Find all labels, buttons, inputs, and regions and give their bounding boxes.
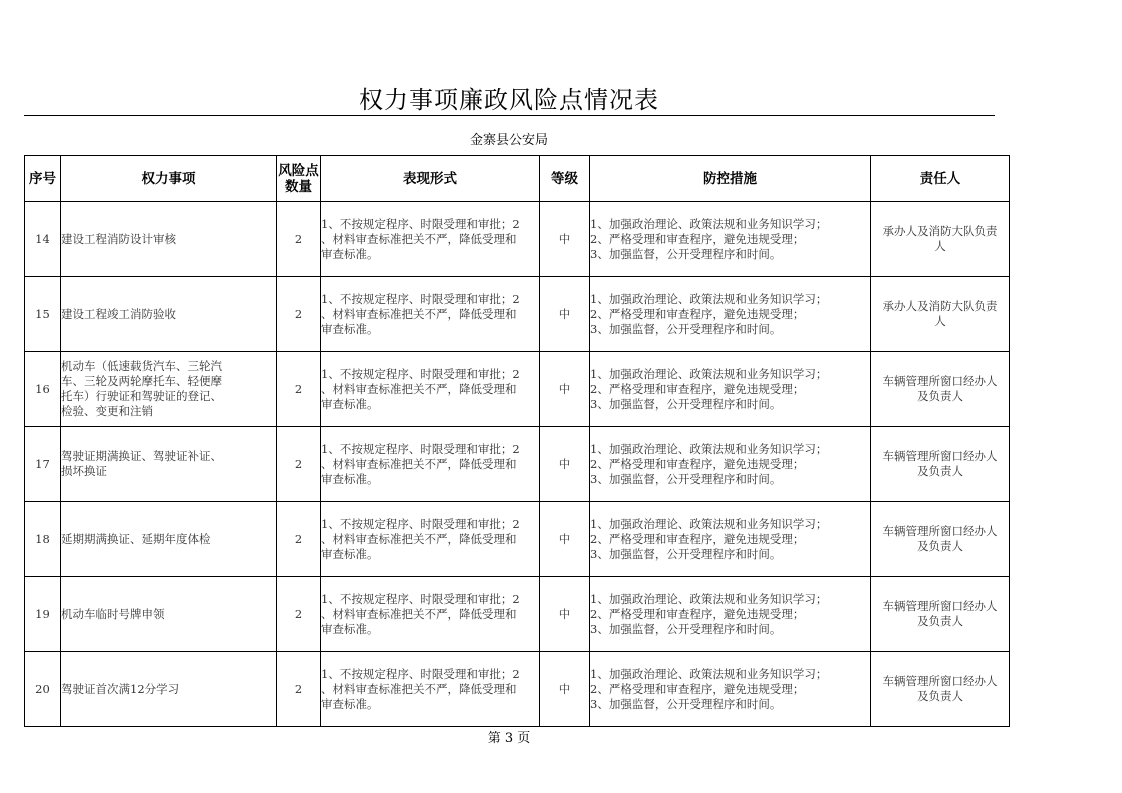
level-cell: 中: [540, 277, 590, 352]
measures-cell-line: 1、加强政治理论、政策法规和业务知识学习；: [590, 591, 828, 606]
form-cell-line: 审查标准。: [321, 471, 379, 486]
seq-cell: 17: [25, 427, 61, 502]
resp-cell-line: 承办人及消防大队负责: [882, 224, 998, 238]
resp-cell: [871, 277, 1010, 352]
count-cell: 2: [277, 652, 321, 727]
form-cell-line: 1、不按规定程序、时限受理和审批；2: [321, 291, 520, 306]
table-row: [25, 202, 1010, 277]
form-cell-line: 审查标准。: [321, 396, 379, 411]
resp-cell-line: 承办人及消防大队负责: [882, 299, 998, 313]
resp-cell-line: 及负责人: [917, 539, 963, 553]
table-row: [25, 427, 1010, 502]
table-row: [25, 352, 1010, 427]
resp-cell: [871, 652, 1010, 727]
measures-cell-line: 2、严格受理和审查程序，避免违规受理；: [590, 606, 805, 621]
measures-cell-line: 3、加强监督，公开受理程序和时间。: [590, 696, 782, 711]
measures-cell: [590, 202, 871, 277]
form-cell: [321, 427, 540, 502]
measures-cell: [590, 652, 871, 727]
measures-cell-line: 1、加强政治理论、政策法规和业务知识学习；: [590, 366, 828, 381]
count-cell: 2: [277, 577, 321, 652]
form-cell: [321, 652, 540, 727]
seq-cell: 20: [25, 652, 61, 727]
resp-cell-line: 及负责人: [917, 464, 963, 478]
count-cell: 2: [277, 352, 321, 427]
page-title: 权力事项廉政风险点情况表: [359, 86, 659, 114]
form-cell-line: 、材料审查标准把关不严，降低受理和: [321, 606, 517, 621]
level-cell: 中: [540, 202, 590, 277]
item-cell: [61, 352, 277, 427]
header-count: [277, 156, 321, 202]
header-seq: 序号: [25, 156, 61, 202]
table-body: [25, 202, 1010, 727]
item-cell-line: 驾驶证期满换证、驾驶证补证、: [61, 449, 222, 463]
level-cell: 中: [540, 427, 590, 502]
resp-cell-line: 车辆管理所窗口经办人: [882, 374, 998, 388]
form-cell: [321, 277, 540, 352]
seq-cell: 16: [25, 352, 61, 427]
resp-cell-line: 人: [934, 314, 946, 328]
form-cell: [321, 202, 540, 277]
table-row: [25, 277, 1010, 352]
form-cell-line: 、材料审查标准把关不严，降低受理和: [321, 231, 517, 246]
resp-cell: [871, 502, 1010, 577]
item-cell: [61, 427, 277, 502]
measures-cell: [590, 352, 871, 427]
measures-cell-line: 1、加强政治理论、政策法规和业务知识学习；: [590, 666, 828, 681]
item-cell-line: 检验、变更和注销: [61, 404, 153, 418]
resp-cell-line: 及负责人: [917, 689, 963, 703]
form-cell: [321, 577, 540, 652]
seq-cell: 14: [25, 202, 61, 277]
risk-table: [24, 155, 1010, 727]
form-cell-line: 1、不按规定程序、时限受理和审批；2: [321, 591, 520, 606]
header-measures: 防控措施: [590, 156, 871, 202]
resp-cell-line: 及负责人: [917, 389, 963, 403]
count-cell: 2: [277, 277, 321, 352]
header-count-line-2: 数量: [285, 178, 312, 195]
table-header-row: [25, 156, 1010, 202]
level-cell: 中: [540, 352, 590, 427]
item-cell: [61, 502, 277, 577]
table-row: [25, 502, 1010, 577]
measures-cell-line: 3、加强监督，公开受理程序和时间。: [590, 321, 782, 336]
form-cell-line: 审查标准。: [321, 696, 379, 711]
form-cell-line: 、材料审查标准把关不严，降低受理和: [321, 381, 517, 396]
header-form: 表现形式: [321, 156, 540, 202]
resp-cell-line: 人: [934, 239, 946, 253]
level-cell: 中: [540, 652, 590, 727]
item-cell-line: 车、三轮及两轮摩托车、轻便摩: [61, 374, 222, 388]
form-cell-line: 1、不按规定程序、时限受理和审批；2: [321, 216, 520, 231]
seq-cell: 18: [25, 502, 61, 577]
item-cell: [61, 202, 277, 277]
item-cell-line: 建设工程消防设计审核: [61, 231, 176, 246]
form-cell-line: 审查标准。: [321, 546, 379, 561]
header-item: 权力事项: [61, 156, 277, 202]
measures-cell-line: 2、严格受理和审查程序，避免违规受理；: [590, 381, 805, 396]
level-cell: 中: [540, 502, 590, 577]
item-cell-line: 延期期满换证、延期年度体检: [61, 531, 211, 546]
item-cell-line: 驾驶证首次满12分学习: [61, 681, 180, 696]
item-cell: [61, 652, 277, 727]
measures-cell-line: 2、严格受理和审查程序，避免违规受理；: [590, 306, 805, 321]
measures-cell: [590, 502, 871, 577]
form-cell-line: 审查标准。: [321, 321, 379, 336]
form-cell: [321, 352, 540, 427]
level-cell: 中: [540, 577, 590, 652]
resp-cell: [871, 577, 1010, 652]
item-cell-line: 托车）行驶证和驾驶证的登记、: [61, 389, 222, 403]
resp-cell-line: 车辆管理所窗口经办人: [882, 599, 998, 613]
header-resp: 责任人: [871, 156, 1010, 202]
measures-cell-line: 1、加强政治理论、政策法规和业务知识学习；: [590, 216, 828, 231]
form-cell-line: 1、不按规定程序、时限受理和审批；2: [321, 366, 520, 381]
resp-cell-line: 车辆管理所窗口经办人: [882, 524, 998, 538]
measures-cell-line: 3、加强监督，公开受理程序和时间。: [590, 621, 782, 636]
form-cell-line: 、材料审查标准把关不严，降低受理和: [321, 531, 517, 546]
resp-cell-line: 车辆管理所窗口经办人: [882, 674, 998, 688]
measures-cell-line: 3、加强监督，公开受理程序和时间。: [590, 246, 782, 261]
form-cell: [321, 502, 540, 577]
count-cell: 2: [277, 502, 321, 577]
form-cell-line: 、材料审查标准把关不严，降低受理和: [321, 306, 517, 321]
header-count-line-1: 风险点: [278, 162, 319, 179]
resp-cell-line: 车辆管理所窗口经办人: [882, 449, 998, 463]
item-cell-line: 损坏换证: [61, 464, 107, 478]
item-cell-line: 建设工程竣工消防验收: [61, 306, 176, 321]
table-row: [25, 652, 1010, 727]
measures-cell-line: 2、严格受理和审查程序，避免违规受理；: [590, 531, 805, 546]
measures-cell-line: 1、加强政治理论、政策法规和业务知识学习；: [590, 516, 828, 531]
organization-name: 金寨县公安局: [469, 133, 548, 148]
item-cell-line: 机动车临时号牌申领: [61, 606, 165, 621]
measures-cell-line: 3、加强监督，公开受理程序和时间。: [590, 396, 782, 411]
seq-cell: 19: [25, 577, 61, 652]
count-cell: 2: [277, 427, 321, 502]
item-cell: [61, 577, 277, 652]
measures-cell-line: 2、严格受理和审查程序，避免违规受理；: [590, 456, 805, 471]
table-row: [25, 577, 1010, 652]
measures-cell-line: 2、严格受理和审查程序，避免违规受理；: [590, 681, 805, 696]
form-cell-line: 1、不按规定程序、时限受理和审批；2: [321, 441, 520, 456]
form-cell-line: 审查标准。: [321, 621, 379, 636]
page-number: 第 3 页: [487, 731, 531, 746]
form-cell-line: 、材料审查标准把关不严，降低受理和: [321, 456, 517, 471]
form-cell-line: 审查标准。: [321, 246, 379, 261]
measures-cell-line: 1、加强政治理论、政策法规和业务知识学习；: [590, 291, 828, 306]
item-cell: [61, 277, 277, 352]
resp-cell: [871, 427, 1010, 502]
header-level: 等级: [540, 156, 590, 202]
resp-cell: [871, 352, 1010, 427]
measures-cell-line: 2、严格受理和审查程序，避免违规受理；: [590, 231, 805, 246]
measures-cell: [590, 277, 871, 352]
resp-cell-line: 及负责人: [917, 614, 963, 628]
measures-cell: [590, 577, 871, 652]
count-cell: 2: [277, 202, 321, 277]
form-cell-line: 1、不按规定程序、时限受理和审批；2: [321, 666, 520, 681]
title-divider: [24, 115, 995, 116]
form-cell-line: 、材料审查标准把关不严，降低受理和: [321, 681, 517, 696]
measures-cell-line: 3、加强监督，公开受理程序和时间。: [590, 546, 782, 561]
measures-cell: [590, 427, 871, 502]
seq-cell: 15: [25, 277, 61, 352]
form-cell-line: 1、不按规定程序、时限受理和审批；2: [321, 516, 520, 531]
resp-cell: [871, 202, 1010, 277]
item-cell-line: 机动车（低速载货汽车、三轮汽: [61, 359, 222, 373]
measures-cell-line: 1、加强政治理论、政策法规和业务知识学习；: [590, 441, 828, 456]
measures-cell-line: 3、加强监督，公开受理程序和时间。: [590, 471, 782, 486]
